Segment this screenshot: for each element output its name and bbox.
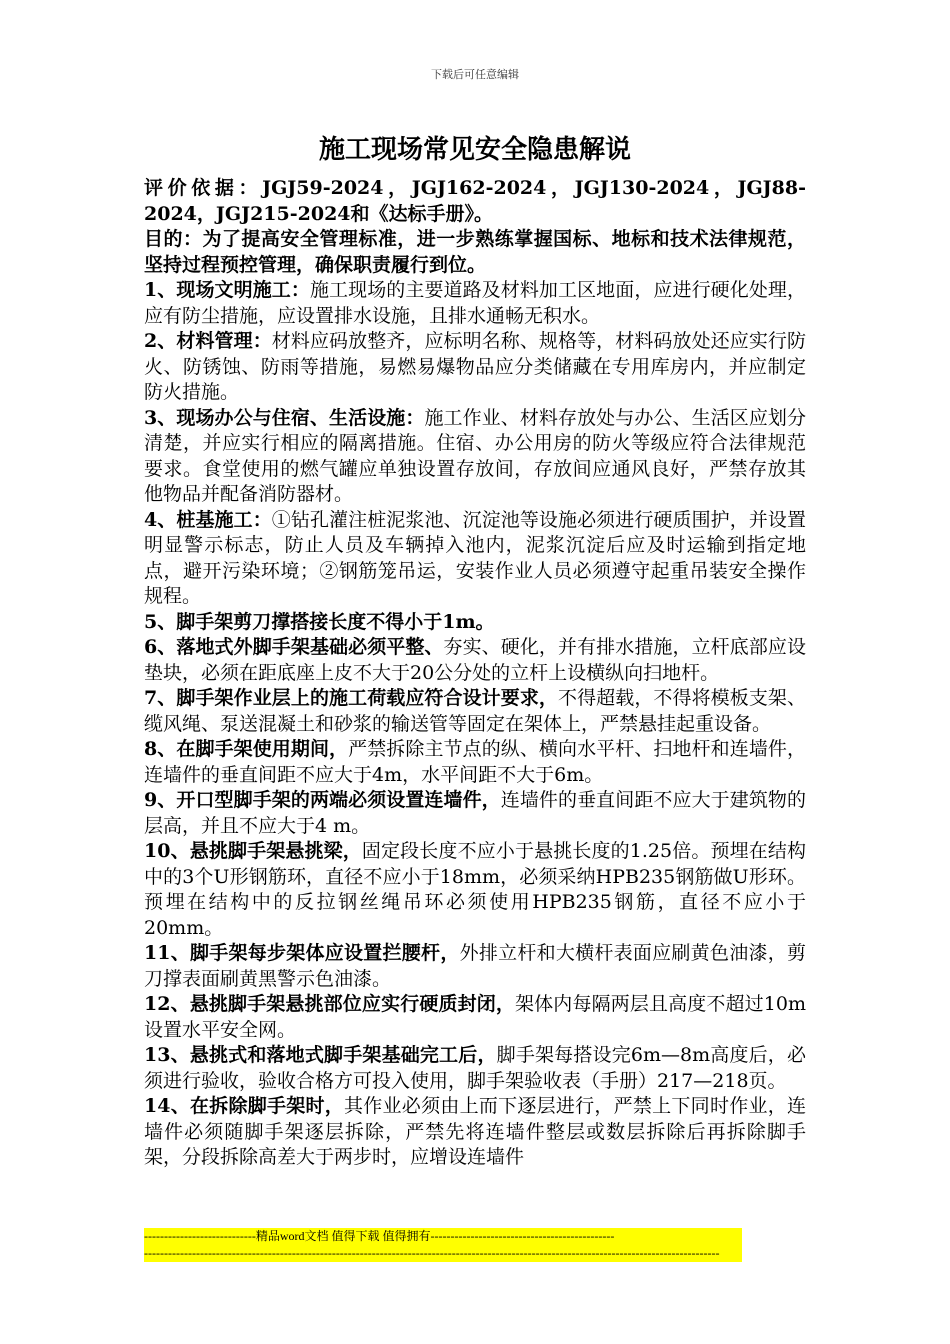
item-lead: 5、脚手架剪刀撑搭接长度不得小于1m。 <box>144 610 495 633</box>
item-text: 架体内每隔两层且高度不超过10m设置水平安全网。 <box>144 993 806 1041</box>
list-item <box>144 1094 806 1171</box>
item-text: 其作业必须由上而下逐层进行，严禁上下同时作业，连墙件必须随脚手架逐层拆除，严禁先将连墙件整层或数层拆除后再拆除脚手架，分段拆除高差大于两步时，应增设连墙件 <box>144 1095 806 1168</box>
item-text: 材料应码放整齐，应标明名称、规格等，材料码放处还应实行防火、防锈蚀、防雨等措施，易燃易爆物品应分类储藏在专用库房内，并应制定防火措施。 <box>144 330 806 403</box>
item-text: 脚手架每搭设完6m—8m高度后，必须进行验收，验收合格方可投入使用，脚手架验收表（手册）217—218页。 <box>144 1044 806 1092</box>
item-lead: 3、现场办公与住宿、生活设施： <box>144 406 425 429</box>
document-title: 施工现场常见安全隐患解说 <box>318 135 631 165</box>
list-item <box>144 406 806 508</box>
header-note: 下载后可任意编辑 <box>431 68 519 81</box>
list-item <box>144 839 806 941</box>
list-item <box>144 278 806 329</box>
item-lead: 1、现场文明施工： <box>144 279 310 301</box>
evaluation-basis: 评价依据：JGJ59-2024，JGJ162-2024，JGJ130-2024，JGJ88-2024，JGJ215-2024和《达标手册》。 <box>144 177 806 225</box>
list-item <box>144 635 806 686</box>
item-lead: 14、在拆除脚手架时， <box>144 1095 345 1117</box>
list-item <box>144 686 806 737</box>
list-item <box>144 508 806 610</box>
document-body <box>144 176 806 1171</box>
list-item <box>144 329 806 406</box>
item-text: 夯实、硬化，并有排水措施，立杆底部应设垫块，必须在距底座上皮不大于20公分处的立杆上设横纵向扫地杆。 <box>144 636 806 684</box>
item-lead: 12、悬挑脚手架悬挑部位应实行硬质封闭， <box>144 993 516 1015</box>
item-text: 外排立杆和大横杆表面应刷黄色油漆，剪刀撑表面刷黄黑警示色油漆。 <box>144 942 806 990</box>
item-text: 不得超载，不得将模板支架、缆风绳、泵送混凝土和砂浆的输送管等固定在架体上，严禁悬挂起重设备。 <box>144 687 806 735</box>
item-lead: 13、悬挑式和落地式脚手架基础完工后， <box>144 1044 497 1066</box>
list-item <box>144 1043 806 1094</box>
purpose-statement: 目的：为了提高安全管理标准，进一步熟练掌握国标、地标和技术法律规范，坚持过程预控管理，确保职责履行到位。 <box>144 228 806 276</box>
item-lead: 10、悬挑脚手架悬挑梁， <box>144 840 362 862</box>
footer-line-1: ----------------------------精品word文档 值得下载 值得拥有---------------------------------------------- <box>144 1229 615 1243</box>
item-lead: 7、脚手架作业层上的施工荷载应符合设计要求， <box>144 687 559 709</box>
item-text: 严禁拆除主节点的纵、横向水平杆、扫地杆和连墙件，连墙件的垂直间距不应大于4m，水平间距不大于6m。 <box>144 738 806 786</box>
list-item <box>144 992 806 1043</box>
item-text: ①钻孔灌注桩泥浆池、沉淀池等设施必须进行硬质围护，并设置明显警示标志，防止人员及车辆掉入池内，泥浆沉淀后应及时运输到指定地点，避开污染环境；②钢筋笼吊运，安装作业人员必须遵守起重吊装安全操作规程。 <box>144 508 806 607</box>
footer-highlight-bar <box>144 1228 742 1262</box>
item-lead: 11、脚手架每步架体应设置拦腰杆， <box>144 942 460 964</box>
list-item <box>144 788 806 839</box>
list-item <box>144 737 806 788</box>
item-text: 连墙件的垂直间距不应大于建筑物的层高，并且不应大于4 m。 <box>144 789 806 837</box>
item-text: 固定段长度不应小于悬挑长度的1.25倍。预埋在结构中的3个U形钢筋环，直径不应小于18mm，必须采纳HPB235钢筋做U形环。预埋在结构中的反拉钢丝绳吊环必须使用HPB235钢筋，直径不应小于20mm。 <box>144 840 806 939</box>
list-item <box>144 941 806 992</box>
item-lead: 2、材料管理： <box>144 330 272 352</box>
list-item <box>144 610 806 636</box>
item-lead: 6、落地式外脚手架基础必须平整、 <box>144 636 444 658</box>
item-lead: 8、在脚手架使用期间， <box>144 738 349 760</box>
item-lead: 4、桩基施工： <box>144 508 272 531</box>
footer-line-2: ------------------------------------------------------------------------------------------------------------------------------------------------ <box>144 1246 720 1260</box>
item-text: 施工作业、材料存放处与办公、生活区应划分清楚，并应实行相应的隔离措施。住宿、办公用房的防火等级应符合法律规范要求。食堂使用的燃气罐应单独设置存放间，存放间应通风良好，严禁存放其他物品并配备消防器材。 <box>144 406 806 505</box>
item-lead: 9、开口型脚手架的两端必须设置连墙件， <box>144 789 501 811</box>
item-text: 施工现场的主要道路及材料加工区地面，应进行硬化处理，应有防尘措施，应设置排水设施，且排水通畅无积水。 <box>144 279 806 327</box>
